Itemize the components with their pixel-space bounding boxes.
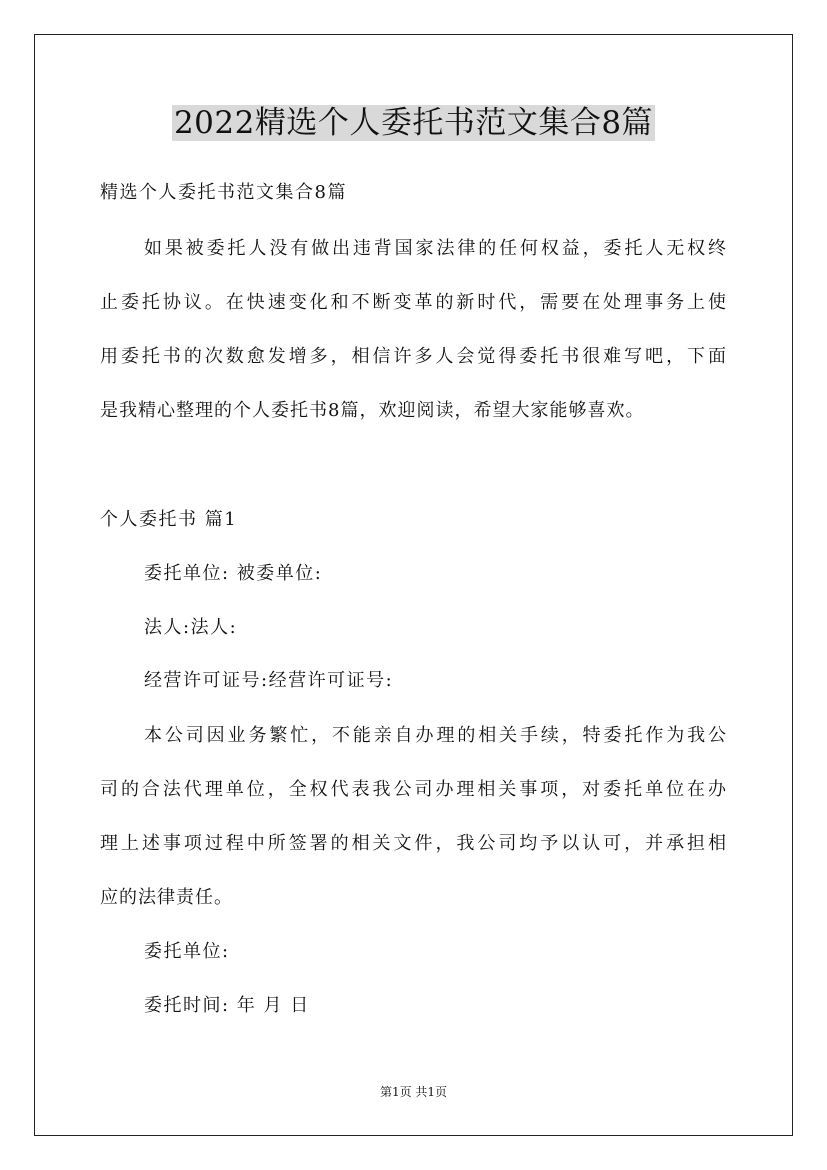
intro-line-1: 如果被委托人没有做出违背国家法律的任何权益，委托人无权终	[144, 238, 727, 259]
intro-line-2: 止委托协议。在快速变化和不断变革的新时代，需要在处理事务上使	[100, 292, 727, 313]
field-license: 经营许可证号:经营许可证号:	[144, 670, 394, 691]
signature-unit: 委托单位:	[144, 941, 230, 962]
body-line-4: 应的法律责任。	[100, 887, 233, 908]
body-line-1: 本公司因业务繁忙，不能亲自办理的相关手续，特委托作为我公	[144, 725, 727, 746]
field-units: 委托单位: 被委单位:	[144, 563, 323, 584]
intro-line-4: 是我精心整理的个人委托书8篇，欢迎阅读，希望大家能够喜欢。	[100, 400, 645, 421]
body-line-2: 司的合法代理单位，全权代表我公司办理相关事项，对委托单位在办	[100, 779, 727, 800]
page-footer: 第1页 共1页	[379, 1085, 448, 1099]
field-legal-person: 法人:法人:	[144, 617, 238, 638]
signature-time: 委托时间: 年 月 日	[144, 995, 310, 1016]
document-subtitle: 精选个人委托书范文集合8篇	[100, 182, 347, 203]
intro-line-3: 用委托书的次数愈发增多，相信许多人会觉得委托书很难写吧，下面	[100, 346, 727, 367]
body-line-3: 理上述事项过程中所签署的相关文件，我公司均予以认可，并承担相	[100, 833, 727, 854]
document-title-text: 2022精选个人委托书范文集合8篇	[173, 105, 654, 141]
section-heading: 个人委托书 篇1	[100, 509, 238, 530]
document-title	[0, 98, 827, 148]
